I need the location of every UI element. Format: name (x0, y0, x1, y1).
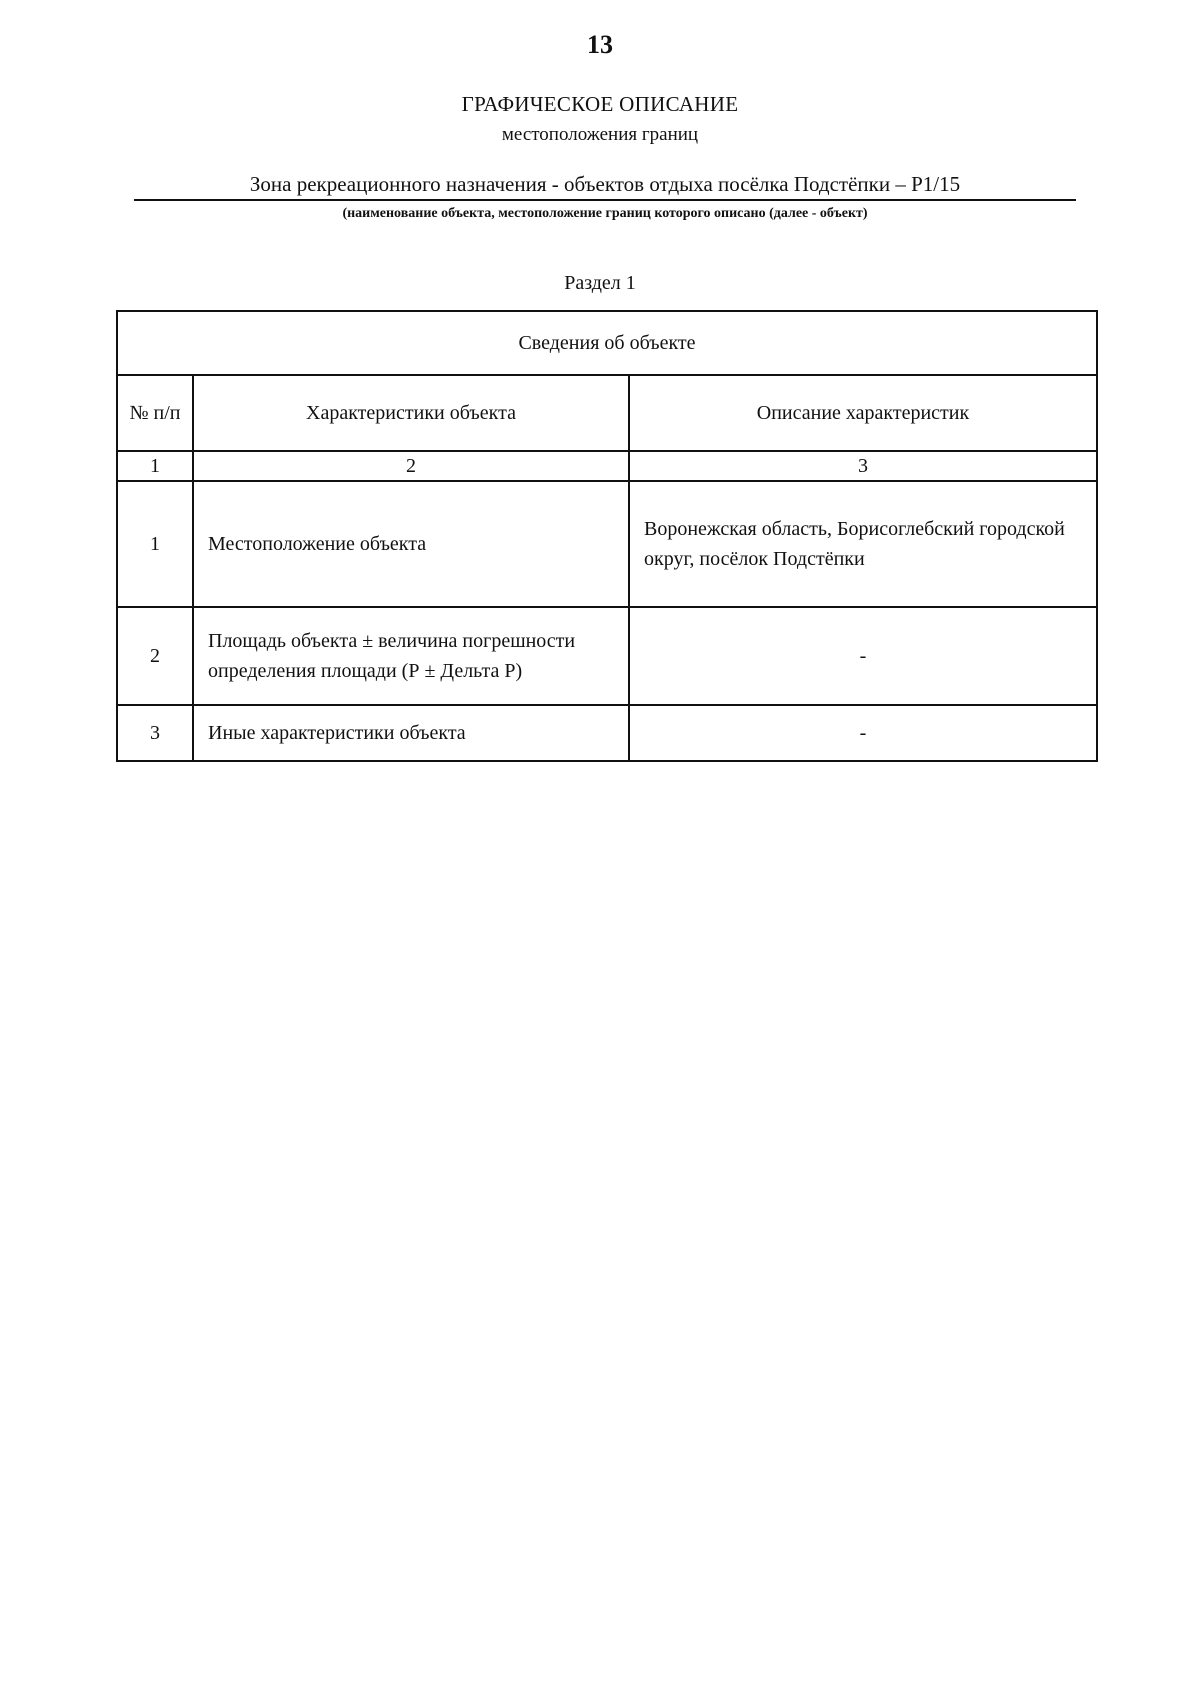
column-number: 1 (117, 451, 193, 481)
table-row (117, 705, 1097, 761)
row-characteristic: Площадь объекта ± величина погрешности определения площади (Р ± Дельта Р) (193, 607, 629, 705)
table-caption-row (117, 311, 1097, 375)
table-row (117, 481, 1097, 607)
column-number: 2 (193, 451, 629, 481)
row-description: Воронежская область, Борисоглебский городской округ, посёлок Подстёпки (629, 481, 1097, 607)
row-number: 3 (117, 705, 193, 761)
object-info-table (116, 310, 1098, 762)
object-name: Зона рекреационного назначения - объектов отдыха посёлка Подстёпки – Р1/15 (134, 172, 1076, 201)
section-title: Раздел 1 (564, 272, 636, 294)
header-characteristics: Характеристики объекта (193, 375, 629, 451)
row-number: 2 (117, 607, 193, 705)
row-number: 1 (117, 481, 193, 607)
header-description: Описание характеристик (629, 375, 1097, 451)
row-characteristic: Местоположение объекта (193, 481, 629, 607)
row-characteristic: Иные характеристики объекта (193, 705, 629, 761)
document-subtitle: местоположения границ (501, 124, 699, 145)
table-header-row (117, 375, 1097, 451)
object-name-caption: (наименование объекта, местоположение границ которого описано (далее - объект) (342, 206, 868, 221)
header-num: № п/п (117, 375, 193, 451)
document-title: ГРАФИЧЕСКОЕ ОПИСАНИЕ (461, 92, 739, 116)
page-number: 13 (587, 30, 613, 59)
table-row (117, 607, 1097, 705)
row-description: - (629, 705, 1097, 761)
column-number: 3 (629, 451, 1097, 481)
table-column-numbers-row (117, 451, 1097, 481)
row-description: - (629, 607, 1097, 705)
table-caption: Сведения об объекте (117, 311, 1097, 375)
